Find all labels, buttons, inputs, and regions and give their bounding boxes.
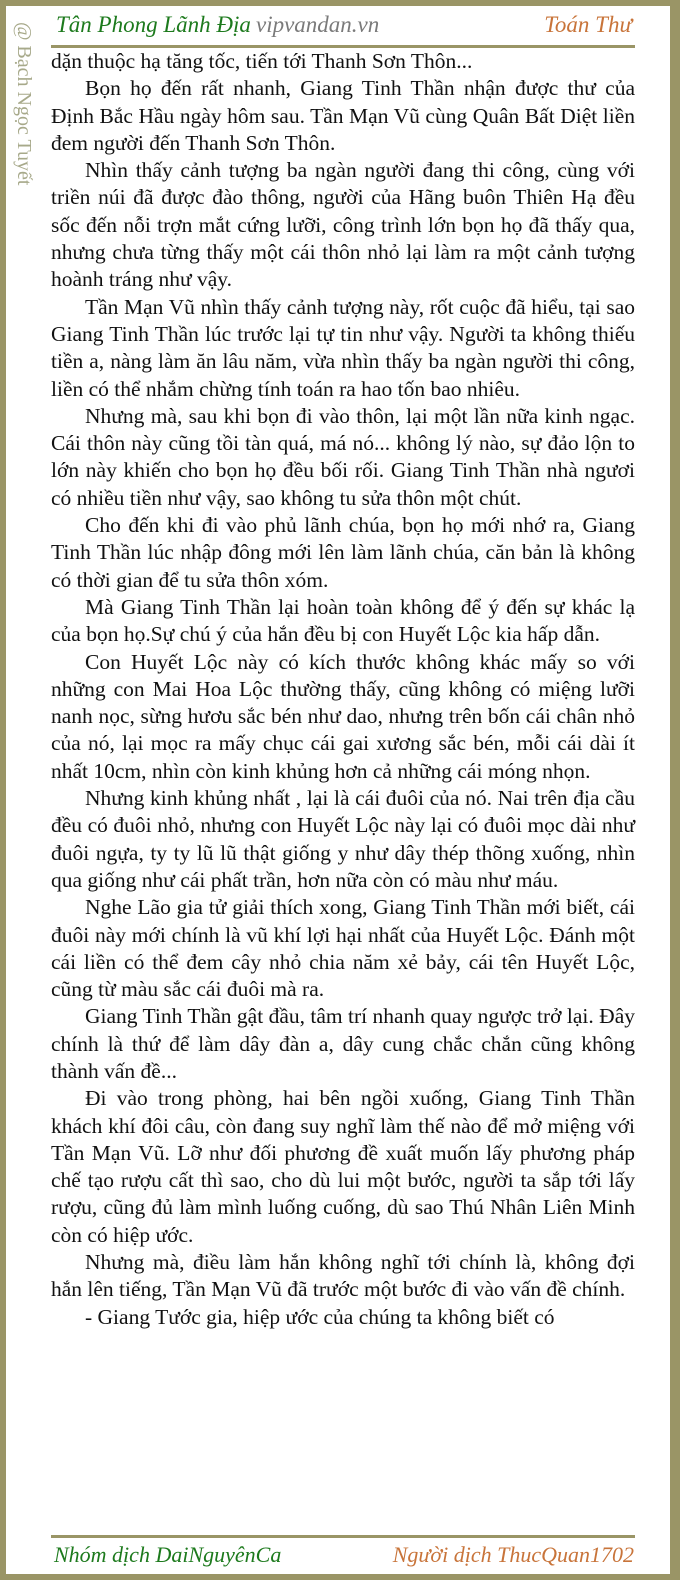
paragraph: Nghe Lão gia tử giải thích xong, Giang Tinh Thần mới biết, cái đuôi này mới chính là vũ khí lợi hại nhất của Huyết Lộc. Đánh một cái liền có thể đem cây nhỏ chia năm xẻ bảy, cái tên Huyết Lộc, cũng từ màu sắc cái đuôi mà ra. (51, 895, 635, 1002)
paragraph: Nhưng mà, điều làm hắn không nghĩ tới chính là, không đợi hắn lên tiếng, Tần Mạn Vũ đã trước một bước đi vào vấn đề chính. (51, 1250, 635, 1302)
page-header (56, 10, 632, 46)
translator-name: Người dịch ThucQuan1702 (392, 1542, 634, 1567)
paragraph: Bọn họ đến rất nhanh, Giang Tinh Thần nhận được thư của Định Bắc Hầu ngày hôm sau. Tần Mạn Vũ cùng Quân Bất Diệt liền đem người đến Thanh Sơn Thôn. (51, 76, 635, 155)
chapter-body (51, 48, 635, 1331)
footer-divider (51, 1535, 635, 1538)
translation-group: Nhóm dịch DaiNguyênCa (54, 1542, 282, 1567)
page-footer (54, 1542, 634, 1572)
paragraph: dặn thuộc hạ tăng tốc, tiến tới Thanh Sơn Thôn... (51, 49, 473, 73)
watermark-text: @ Bạch Ngọc Tuyết (13, 22, 35, 186)
paragraph: Nhưng kinh khủng nhất , lại là cái đuôi của nó. Nai trên địa cầu đều có đuôi nhỏ, nhưng con Huyết Lộc này lại có đuôi mọc dài như đuôi ngựa, ty ty lũ lũ thật giống y như dây thép thõng xuống, nhìn qua giống như cái phất trần, hơn nữa còn có màu như máu. (51, 786, 635, 892)
author-name: Toán Thư (544, 12, 632, 37)
paragraph: Con Huyết Lộc này có kích thước không khác mấy so với những con Mai Hoa Lộc thường thấy, cũng không có miệng lưỡi nanh nọc, sừng hươu sắc bén như dao, nhưng trên bốn cái chân nhỏ của nó, lại mọc ra mấy chục cái gai xương sắc bén, mỗi cái dài ít nhất 10cm, nhìn còn kinh khủng hơn cả những cái móng nhọn. (51, 649, 635, 783)
paragraph: Tần Mạn Vũ nhìn thấy cảnh tượng này, rốt cuộc đã hiểu, tại sao Giang Tinh Thần lúc trước lại tự tin như vậy. Người ta không thiếu tiền a, nàng làm ăn lâu năm, vừa nhìn thấy ba ngàn người thi công, liền có thể nhắm chừng tính toán ra hao tốn bao nhiêu. (51, 294, 635, 401)
paragraph: Nhìn thấy cảnh tượng ba ngàn người đang thi công, cùng với triền núi đã được đào thông, người của Hãng buôn Thiên Hạ đều sốc đến nỗi trợn mắt cứng lưỡi, công trình lớn bọn họ đã thấy qua, nhưng chưa từng thấy một cái thôn nhỏ lại làm ra một cảnh tượng hoành tráng như vậy. (51, 158, 635, 292)
paragraph: Đi vào trong phòng, hai bên ngồi xuống, Giang Tinh Thần khách khí đôi câu, còn đang suy nghĩ làm thế nào để mở miệng với Tần Mạn Vũ. Lỡ như đối phương đề xuất muốn lấy phương pháp chế tạo rượu cất thì sao, cho dù lui một bước, người ta sắp tới lấy rượu, cũng đủ làm mình luống cuống, dù sao Thú Nhân Liên Minh còn có hiệp ước. (51, 1086, 635, 1247)
book-title: Tân Phong Lãnh Địa (56, 12, 251, 37)
paragraph: Mà Giang Tinh Thần lại hoàn toàn không để ý đến sự khác lạ của bọn họ.Sự chú ý của hắn đều bị con Huyết Lộc kia hấp dẫn. (51, 594, 635, 647)
paragraph: - Giang Tước gia, hiệp ước của chúng ta không biết có (85, 1304, 555, 1329)
paragraph: Nhưng mà, sau khi bọn đi vào thôn, lại một lần nữa kinh ngạc. Cái thôn này cũng tồi tàn quá, má nó... không lý nào, sự đảo lộn to lớn này khiến cho bọn họ đều bối rối. Giang Tinh Thần nhà ngươi có nhiều tiền như vậy, sao không tu sửa thôn một chút. (51, 403, 635, 510)
paragraph: Giang Tinh Thần gật đầu, tâm trí nhanh quay ngược trở lại. Đây chính là thứ để làm dây đàn a, dây cung chắc chắn cũng không thành vấn đề... (51, 1004, 635, 1083)
paragraph: Cho đến khi đi vào phủ lãnh chúa, bọn họ mới nhớ ra, Giang Tinh Thần lúc nhập đông mới lên làm lãnh chúa, căn bản là không có thời gian để tu sửa thôn xóm. (51, 513, 635, 592)
page (6, 6, 670, 1574)
site-name: vipvandan.vn (256, 12, 380, 37)
side-watermark (12, 22, 36, 262)
